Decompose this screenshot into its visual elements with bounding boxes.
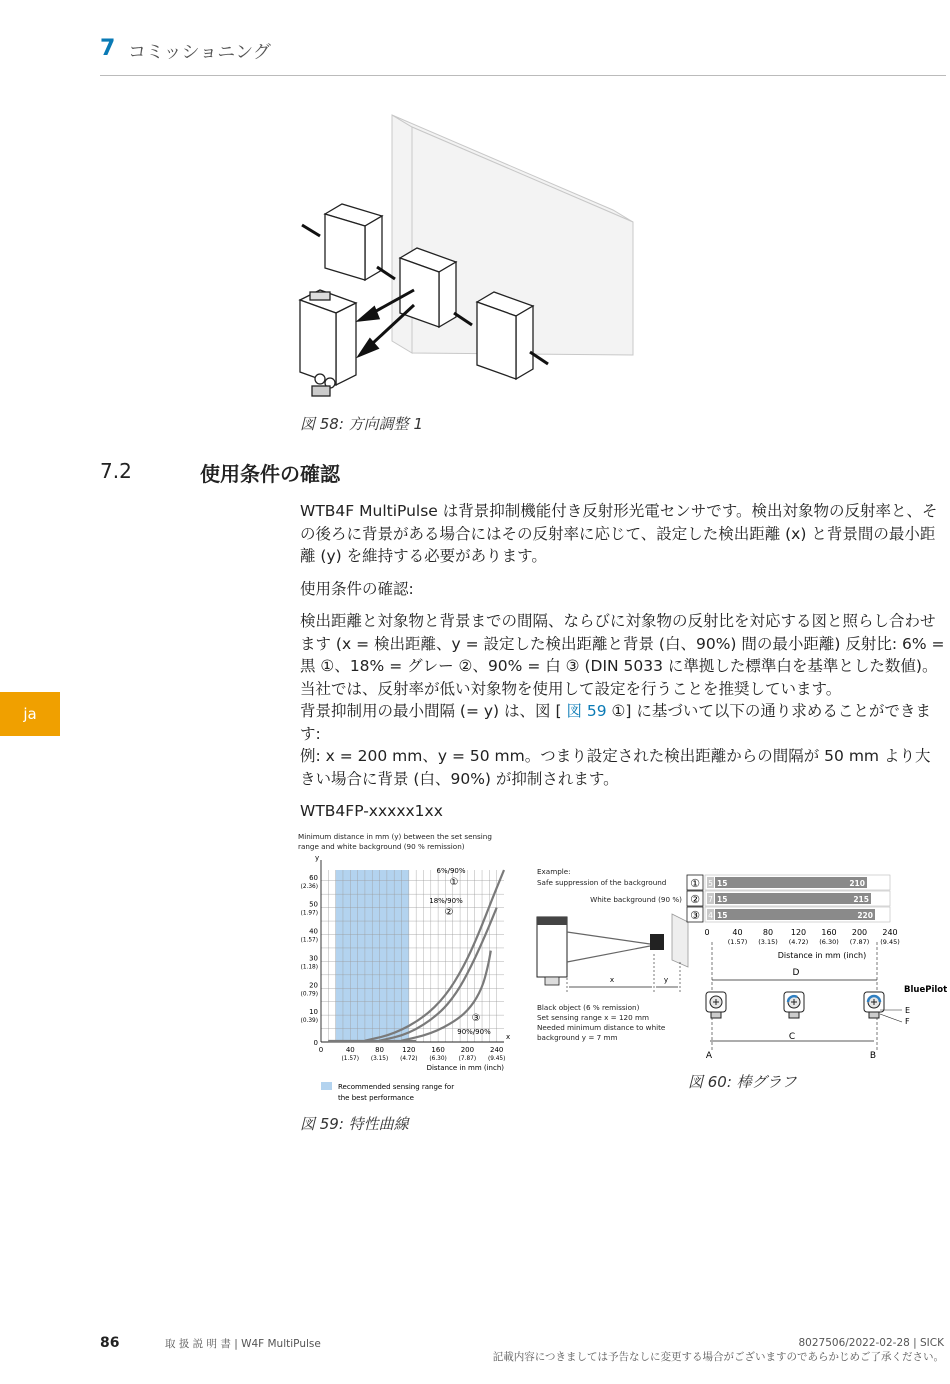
x-tick-sub-label: (7.87) (458, 1056, 477, 1062)
x-tick-sub-label: (4.72) (400, 1056, 418, 1062)
x-tick-label: 0 (318, 1046, 324, 1054)
language-tab: ja (0, 692, 60, 736)
x-tick-sub-label: (1.57) (341, 1056, 359, 1062)
bar-min-label: 5 (708, 879, 713, 888)
bar-axis-tick-sub: (4.72) (788, 938, 809, 946)
x-tick-label: 120 (402, 1046, 416, 1054)
bar-axis-tick-sub: (1.57) (727, 938, 748, 946)
x-tick-sub-label: (9.45) (487, 1056, 506, 1062)
bar-axis-tick: 0 (704, 928, 710, 937)
x-dimension-label: x (609, 975, 615, 984)
bar-value-label: 215 (853, 895, 869, 904)
x-tick-sub-label: (6.30) (429, 1056, 447, 1062)
model-label: WTB4FP-xxxxx1xx (300, 802, 443, 820)
bar-value-segment (715, 893, 871, 904)
body-text (300, 500, 945, 823)
bar-axis-tick: 120 (790, 928, 807, 937)
bar-graph-illustration (532, 862, 950, 1072)
bar-axis-tick: 240 (882, 928, 898, 937)
bar-axis-tick-sub: (7.87) (849, 938, 870, 946)
paragraph-intro: WTB4F MultiPulse は背景抑制機能付き反射形光電センサです。検出対象物の反射率と、その後ろに背景がある場合にはその反射率に応じて、設定した検出距離 (x) と背景間の最小距離 (y) を維持する必要があります。 (300, 502, 938, 565)
white-background-label: White background (90 %) (590, 895, 682, 904)
series-name-3: 90%/90% (457, 1028, 491, 1036)
bar-axis-tick-sub: (6.30) (819, 938, 839, 946)
bar-axis-tick: 160 (821, 928, 837, 937)
bar-max-label: 15 (717, 895, 728, 904)
footer-right (493, 1336, 944, 1364)
series-marker-2: ② (444, 907, 454, 918)
characteristic-curve-chart (296, 828, 516, 1108)
legend-swatch (321, 1082, 332, 1090)
x-tick-label: 80 (375, 1046, 385, 1054)
label-c: C (788, 1032, 796, 1042)
y-tick-label: 10 (309, 1008, 318, 1017)
y-tick-label: 60 (309, 873, 318, 882)
paragraph-check-detail: 検出距離と対象物と背景までの間隔、ならびに対象物の反射比を対応する図と照らし合わせます (x = 検出距離、y = 設定した検出距離と背景 (白、90%) 間の最小距離) 反射比: 6% = 黒 ①、18% = グレー ②、90% = 白 ③ (DIN 5033 に準拠した標準白を基準とした数値)。当社では、反射率が低い対象物を使用して設定を行うことを推奨しています。 (300, 612, 945, 698)
needed-distance-line2: background y = 7 mm (537, 1033, 618, 1042)
y-tick-label: 20 (309, 981, 318, 990)
page-number: 86 (100, 1335, 120, 1351)
bar-max-label: 15 (717, 911, 728, 920)
header-divider (100, 75, 946, 76)
series-name-2: 18%/90% (429, 897, 463, 905)
set-range-label: Set sensing range x = 120 mm (537, 1013, 649, 1022)
label-f: F (905, 1017, 910, 1026)
series-marker-3: ③ (471, 1013, 481, 1024)
bar-min-label: 7 (708, 895, 713, 904)
y-tick-sub-label: (2.36) (300, 883, 318, 890)
legend-text-line1: Recommended sensing range for (338, 1083, 455, 1091)
example-subtitle: Safe suppression of the background (537, 878, 667, 887)
legend-text-line2: the best performance (338, 1094, 414, 1102)
y-tick-sub-label: (1.18) (300, 964, 318, 971)
footer-notice: 記載内容につきましては予告なしに変更する場合がございますのであらかじめご了承ください。 (492, 1351, 944, 1363)
label-e: E (905, 1006, 911, 1015)
y-axis-label: y (315, 854, 320, 862)
figure-60-caption: 図 60: 棒グラフ (688, 1073, 797, 1091)
x-axis-label: Distance in mm (inch) (426, 1064, 504, 1072)
x-tick-label: 200 (460, 1046, 475, 1054)
chapter-title: コミッショニング (128, 42, 271, 63)
footer-reference: 8027506/2022-02-28 | SICK (798, 1337, 944, 1349)
y-tick-label: 30 (309, 954, 318, 963)
bar-axis-tick: 40 (732, 928, 743, 937)
section-title: 使用条件の確認 (200, 462, 340, 486)
bar-value-segment (715, 877, 867, 888)
figure-58-caption: 図 58: 方向調整 1 (300, 415, 423, 433)
needed-distance-line1: Needed minimum distance to white (537, 1023, 666, 1032)
x-axis-end-label: x (506, 1033, 511, 1041)
section-number: 7.2 (100, 459, 132, 483)
bar-axis-tick-sub: (3.15) (758, 938, 778, 946)
bar-id: ① (690, 877, 700, 890)
figure-59-link[interactable]: 図 59 (566, 702, 607, 720)
bar-axis-tick-sub: (9.45) (880, 938, 900, 946)
paragraph-min-distance: 背景抑制用の最小間隔 (= y) は、図 [ 図 59 ①] に基づいて以下の通り求めることができます: (300, 702, 931, 743)
y-tick-label: 0 (313, 1039, 318, 1047)
y-tick-label: 40 (309, 927, 318, 936)
y-tick-sub-label: (0.79) (300, 991, 318, 998)
x-tick-sub-label: (3.15) (370, 1056, 389, 1062)
bar-min-label: 4 (708, 911, 713, 920)
bar-axis-label: Distance in mm (inch) (777, 951, 867, 960)
figure-58-illustration (280, 110, 660, 410)
series-name-1: 6%/90% (436, 867, 466, 875)
bar-id: ② (690, 893, 700, 906)
example-title: Example: (537, 867, 571, 876)
bar-max-label: 15 (717, 879, 728, 888)
black-object-label: Black object (6 % remission) (537, 1003, 640, 1012)
bar-value-segment (715, 909, 875, 920)
y-tick-sub-label: (1.57) (300, 937, 318, 944)
paragraph-check-label: 使用条件の確認: (300, 579, 414, 598)
label-d: D (792, 968, 800, 978)
bar-axis-tick: 80 (762, 928, 774, 937)
chapter-number: 7 (100, 36, 116, 61)
x-tick-label: 40 (345, 1046, 355, 1054)
series-marker-1: ① (449, 877, 459, 888)
y-tick-label: 50 (309, 900, 318, 909)
y-tick-sub-label: (0.39) (300, 1018, 318, 1025)
footer-document-title: 取 扱 説 明 書 | W4F MultiPulse (165, 1338, 321, 1350)
y-tick-sub-label: (1.97) (300, 910, 318, 917)
bar-value-label: 220 (857, 911, 873, 920)
label-b: B (869, 1051, 877, 1061)
chart-title-line1: Minimum distance in mm (y) between the set sensing (298, 832, 492, 841)
bar-axis-tick: 200 (851, 928, 868, 937)
x-tick-label: 160 (431, 1046, 445, 1054)
potentiometer-icons (706, 992, 884, 1018)
figure-59-caption: 図 59: 特性曲線 (300, 1115, 409, 1133)
paragraph-example: 例: x = 200 mm、y = 50 mm。つまり設定された検出距離からの間隔が 50 mm より大きい場合に背景 (白、90%) が抑制されます。 (300, 747, 931, 788)
y-dimension-label: y (663, 975, 669, 984)
bar-value-label: 210 (849, 879, 865, 888)
chart-title-line2: range and white background (90 % remission) (298, 842, 465, 851)
bluepilot-label: BluePilot (904, 985, 948, 995)
label-a: A (705, 1051, 713, 1061)
x-tick-label: 240 (489, 1046, 504, 1054)
bar-id: ③ (690, 909, 700, 922)
